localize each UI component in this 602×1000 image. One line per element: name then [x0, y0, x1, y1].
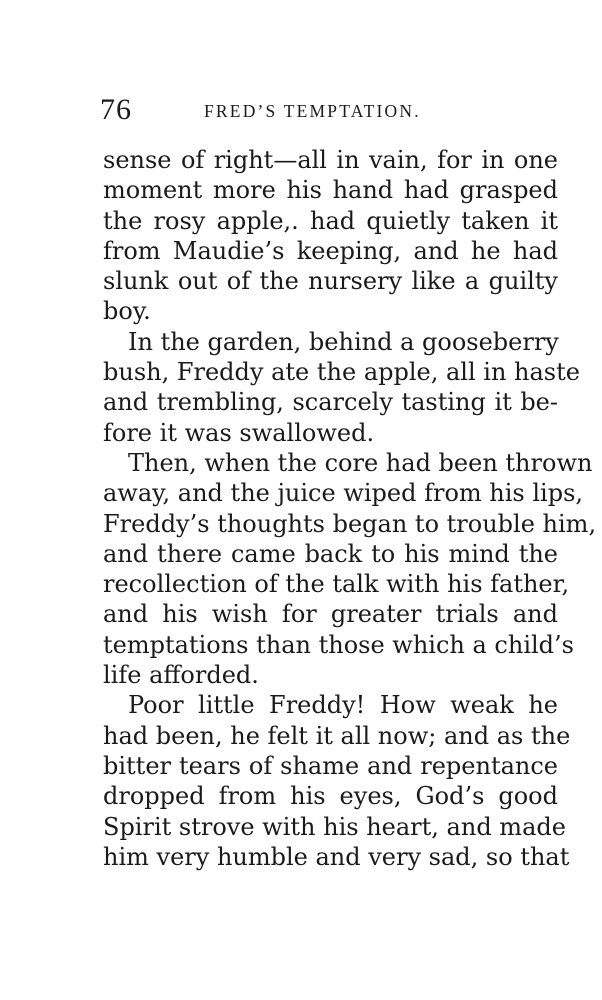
- running-head: [100, 92, 560, 132]
- text-line: and trembling, scarcely tasting it be-: [103, 388, 558, 417]
- page-number: 76: [100, 93, 132, 126]
- text-line: from Maudie’s keeping, and he had: [103, 236, 558, 265]
- text-line: moment more his hand had grasped: [103, 176, 558, 205]
- text-line: the rosy apple,. had quietly taken it: [103, 206, 558, 235]
- text-line: boy.: [103, 297, 151, 326]
- text-line: dropped from his eyes, God’s good: [103, 782, 558, 811]
- text-line: had been, he felt it all now; and as the: [103, 721, 571, 750]
- text-line: slunk out of the nursery like a guilty: [103, 267, 558, 296]
- text-line: away, and the juice wiped from his lips,: [103, 479, 584, 508]
- text-line: and there came back to his mind the: [103, 539, 558, 568]
- text-line: life afforded.: [103, 661, 259, 690]
- body-text: [103, 145, 597, 872]
- text-line: fore it was swallowed.: [103, 418, 375, 447]
- text-line: sense of right—all in vain, for in one: [103, 146, 558, 174]
- paragraph-start-line: Then, when the core had been thrown: [128, 448, 593, 477]
- paragraph-start-line: In the garden, behind a gooseberry: [128, 327, 559, 356]
- text-line: him very humble and very sad, so that: [103, 842, 570, 871]
- text-line: Spirit strove with his heart, and made: [103, 812, 566, 841]
- text-line: Freddy’s thoughts began to trouble him,: [103, 509, 597, 538]
- text-line: bitter tears of shame and repentance: [103, 751, 558, 780]
- text-line: recollection of the talk with his father,: [103, 570, 570, 599]
- paragraph-start-line: Poor little Freddy! How weak he: [128, 691, 558, 720]
- running-title: FRED’S TEMPTATION.: [204, 101, 421, 121]
- text-line: temptations than those which a child’s: [103, 630, 574, 659]
- text-line: and his wish for greater trials and: [103, 600, 558, 629]
- text-line: bush, Freddy ate the apple, all in haste: [103, 358, 580, 387]
